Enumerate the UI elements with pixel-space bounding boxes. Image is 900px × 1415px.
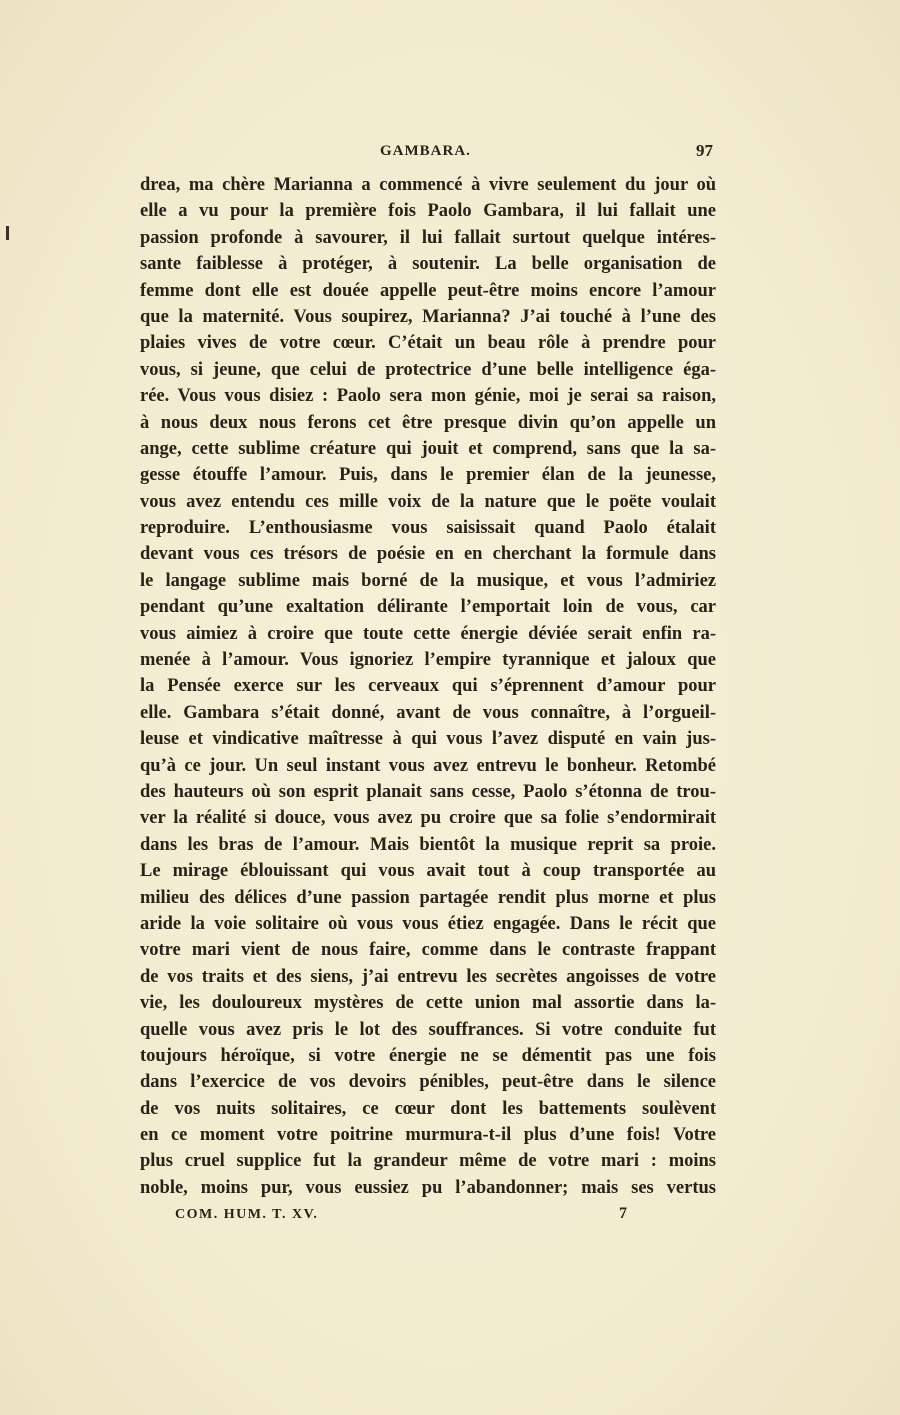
body-text [140,172,716,1201]
text-line: votre mari vient de nous faire, comme dans le contraste frappant [140,940,716,961]
text-line: elle. Gambara s’était donné, avant de vous connaître, à l’orgueil- [140,702,716,723]
text-line: pendant qu’une exaltation délirante l’emportait loin de vous, car [140,597,716,618]
text-line: milieu des délices d’une passion partagée rendit plus morne et plus [140,887,716,908]
text-line: leuse et vindicative maîtresse à qui vous l’avez disputé en vain jus- [140,729,716,750]
text-line: ange, cette sublime créature qui jouit et comprend, sans que la sa- [140,438,716,459]
signature-mark: COM. HUM. T. XV. [175,1207,319,1222]
text-line: Le mirage éblouissant qui vous avait tout à coup transportée au [140,861,716,882]
text-line: de vos traits et des siens, j’ai entrevu les secrètes angoisses de votre [140,966,716,987]
text-line: que la maternité. Vous soupirez, Marianna? J’ai touché à l’une des [140,306,716,327]
text-line: dans l’exercice de vos devoirs pénibles, peut-être dans le silence [140,1072,716,1093]
footer [140,1207,715,1229]
sheet-number: 7 [619,1205,627,1222]
running-head-title: GAMBARA. [380,143,471,159]
text-line: ver la réalité si douce, vous avez pu croire que sa folie s’endormirait [140,808,716,829]
text-line: vous avez entendu ces mille voix de la nature que le poëte voulait [140,491,716,512]
text-line: plaies vives de votre cœur. C’était un beau rôle à prendre pour [140,333,716,354]
margin-mark [6,226,9,240]
text-line: reproduire. L’enthousiasme vous saisissait quand Paolo étalait [140,518,716,539]
text-line: sante faiblesse à protéger, à soutenir. La belle organisation de [140,254,716,275]
text-line: de vos nuits solitaires, ce cœur dont les battements soulèvent [140,1098,716,1119]
text-line: vous aimiez à croire que toute cette énergie déviée serait enfin ra- [140,623,716,644]
text-line: passion profonde à savourer, il lui fallait surtout quelque intéres- [140,227,716,248]
text-line: rée. Vous vous disiez : Paolo sera mon génie, moi je serai sa raison, [140,386,716,407]
text-line: gesse étouffe l’amour. Puis, dans le premier élan de la jeunesse, [140,465,716,486]
text-line: en ce moment votre poitrine murmura-t-il plus d’une fois! Votre [140,1125,716,1146]
text-line: vous, si jeune, que celui de protectrice d’une belle intelligence éga- [140,359,716,380]
text-line: vie, les douloureux mystères de cette union mal assortie dans la- [140,993,716,1014]
text-line: dans les bras de l’amour. Mais bientôt la musique reprit sa proie. [140,834,716,855]
text-line: noble, moins pur, vous eussiez pu l’abandonner; mais ses vertus [140,1177,716,1198]
text-line: le langage sublime mais borné de la musique, et vous l’admiriez [140,570,716,591]
text-line: elle a vu pour la première fois Paolo Gambara, il lui fallait une [140,201,716,222]
text-line: devant vous ces trésors de poésie en en cherchant la formule dans [140,544,716,565]
text-line: à nous deux nous ferons cet être presque divin qu’on appelle un [140,412,716,433]
running-head [140,143,715,165]
text-line: aride la voie solitaire où vous vous étiez engagée. Dans le récit que [140,913,716,934]
text-line: qu’à ce jour. Un seul instant vous avez entrevu le bonheur. Retombé [140,755,716,776]
page-number: 97 [696,141,713,160]
text-line: quelle vous avez pris le lot des souffrances. Si votre conduite fut [140,1019,716,1040]
text-line: plus cruel supplice fut la grandeur même de votre mari : moins [140,1151,716,1172]
text-line: drea, ma chère Marianna a commencé à vivre seulement du jour où [140,175,716,195]
text-line: menée à l’amour. Vous ignoriez l’empire tyrannique et jaloux que [140,650,716,671]
text-line: la Pensée exerce sur les cerveaux qui s’éprennent d’amour pour [140,676,716,697]
text-line: des hauteurs où son esprit planait sans cesse, Paolo s’étonna de trou- [140,781,716,802]
text-line: femme dont elle est douée appelle peut-être moins encore l’amour [140,280,716,301]
text-line: toujours héroïque, si votre énergie ne se démentit pas une fois [140,1045,716,1066]
